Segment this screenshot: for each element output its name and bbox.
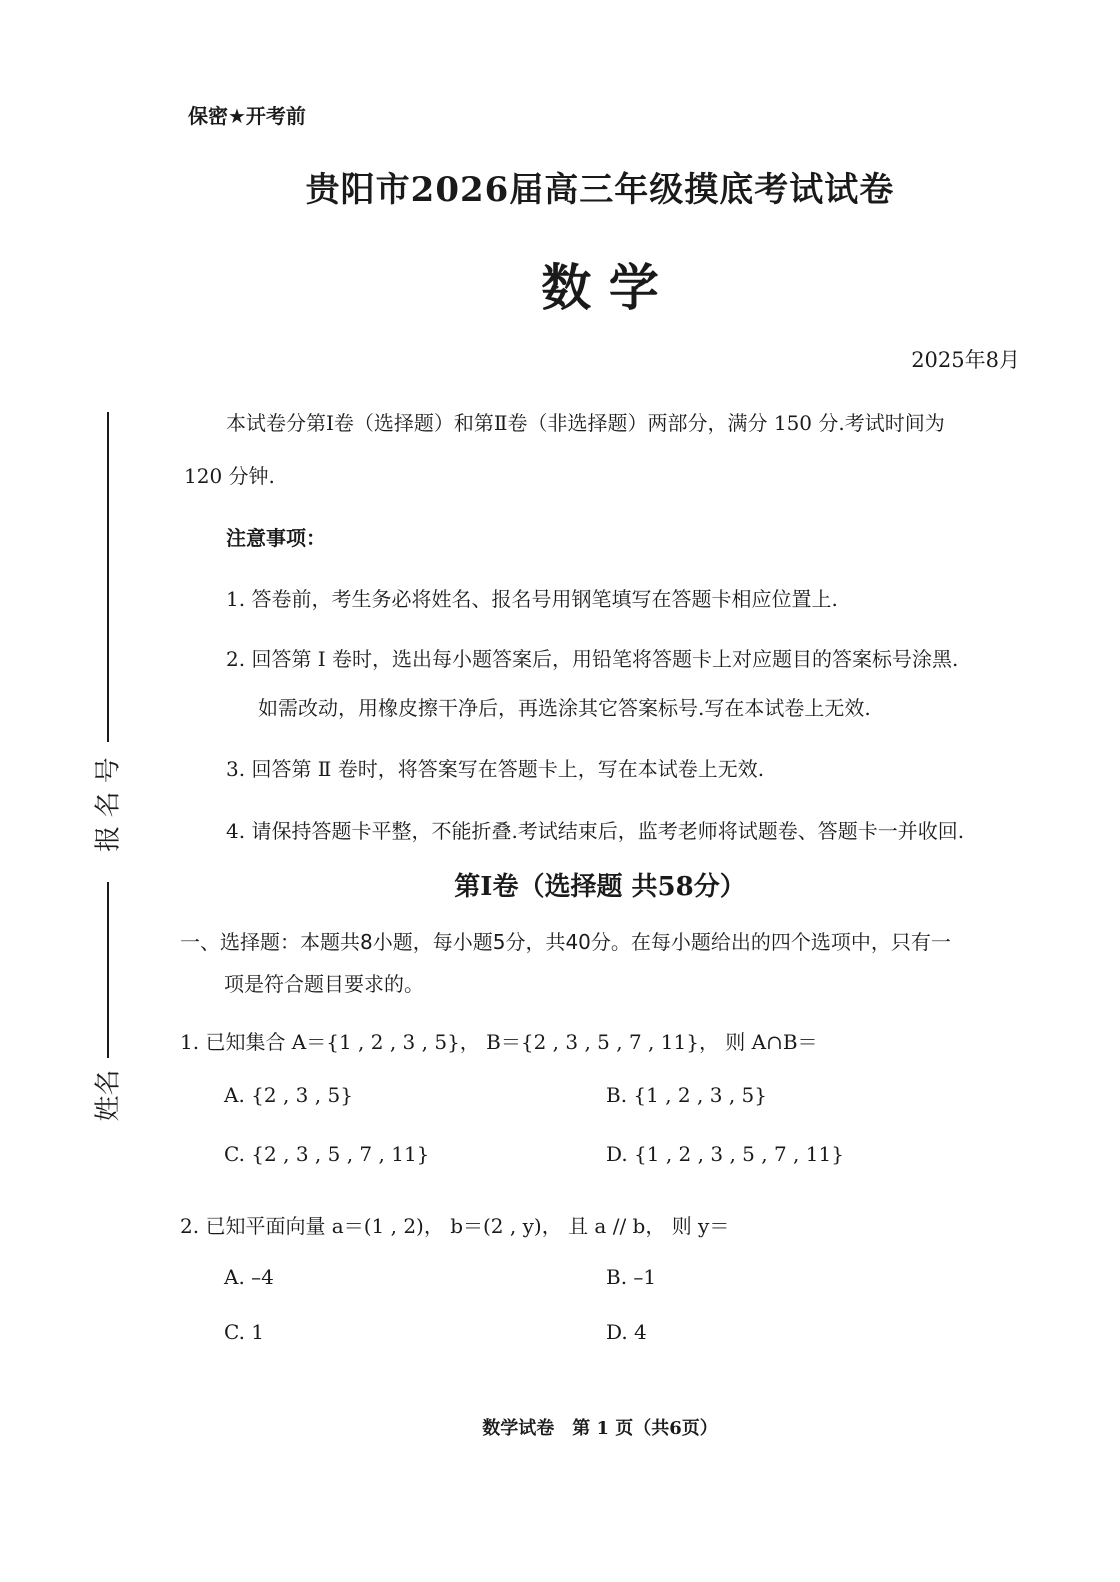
part1-instructions-continued: 项是符合题目要求的。	[224, 972, 424, 996]
name-label: 姓名	[93, 1069, 124, 1122]
intro-line-1: 本试卷分第Ⅰ卷（选择题）和第Ⅱ卷（非选择题）两部分，满分 150 分.考试时间为	[226, 411, 945, 435]
intro-line-2: 120 分钟.	[184, 464, 275, 488]
notice-item-2: 2. 回答第 Ⅰ 卷时，选出每小题答案后，用铅笔将答题卡上对应题目的答案标号涂黑.	[226, 647, 959, 671]
page-footer: 数学试卷 第 1 页（共6页）	[482, 1418, 718, 1439]
question-2-option-d: D. 4	[606, 1320, 647, 1344]
exam-title: 贵阳市2026届高三年级摸底考试试卷	[305, 170, 895, 210]
question-2-stem: 2. 已知平面向量 a＝(1 , 2)， b＝(2 , y)， 且 a // b， 则 y＝	[180, 1214, 730, 1238]
notice-item-1: 1. 答卷前，考生务必将姓名、报名号用钢笔填写在答题卡相应位置上.	[226, 587, 838, 611]
name-fill-line	[107, 882, 109, 1058]
question-2-option-b: B. –1	[606, 1265, 657, 1289]
exam-no-label: 报 名 号	[93, 757, 124, 852]
notice-heading: 注意事项：	[226, 526, 326, 550]
question-1-option-d: D. {1 , 2 , 3 , 5 , 7 , 11}	[606, 1142, 844, 1166]
notice-item-2-continued: 如需改动，用橡皮擦干净后，再选涂其它答案标号.写在本试卷上无效.	[258, 696, 871, 720]
question-1-stem: 1. 已知集合 A＝{1 , 2 , 3 , 5}， B＝{2 , 3 , 5 , 7 , 11}， 则 A∩B＝	[180, 1030, 818, 1054]
question-1-option-a: A. {2 , 3 , 5}	[224, 1083, 353, 1107]
confidential-label: 保密★开考前	[188, 104, 306, 128]
subject-title: 数 学	[541, 258, 659, 317]
exam-date: 2025年8月	[911, 348, 1020, 372]
question-2-option-a: A. –4	[224, 1265, 274, 1289]
section-title: 第Ⅰ卷（选择题 共58分）	[454, 872, 746, 902]
exam-no-fill-line	[107, 412, 109, 742]
question-2-option-c: C. 1	[224, 1320, 265, 1344]
notice-item-4: 4. 请保持答题卡平整，不能折叠.考试结束后，监考老师将试题卷、答题卡一并收回.	[226, 819, 965, 843]
notice-item-3: 3. 回答第 Ⅱ 卷时，将答案写在答题卡上，写在本试卷上无效.	[226, 757, 765, 781]
part1-instructions: 一、选择题：本题共8小题，每小题5分，共40分。在每小题给出的四个选项中，只有一	[180, 930, 951, 954]
question-1-option-b: B. {1 , 2 , 3 , 5}	[606, 1083, 767, 1107]
question-1-option-c: C. {2 , 3 , 5 , 7 , 11}	[224, 1142, 430, 1166]
